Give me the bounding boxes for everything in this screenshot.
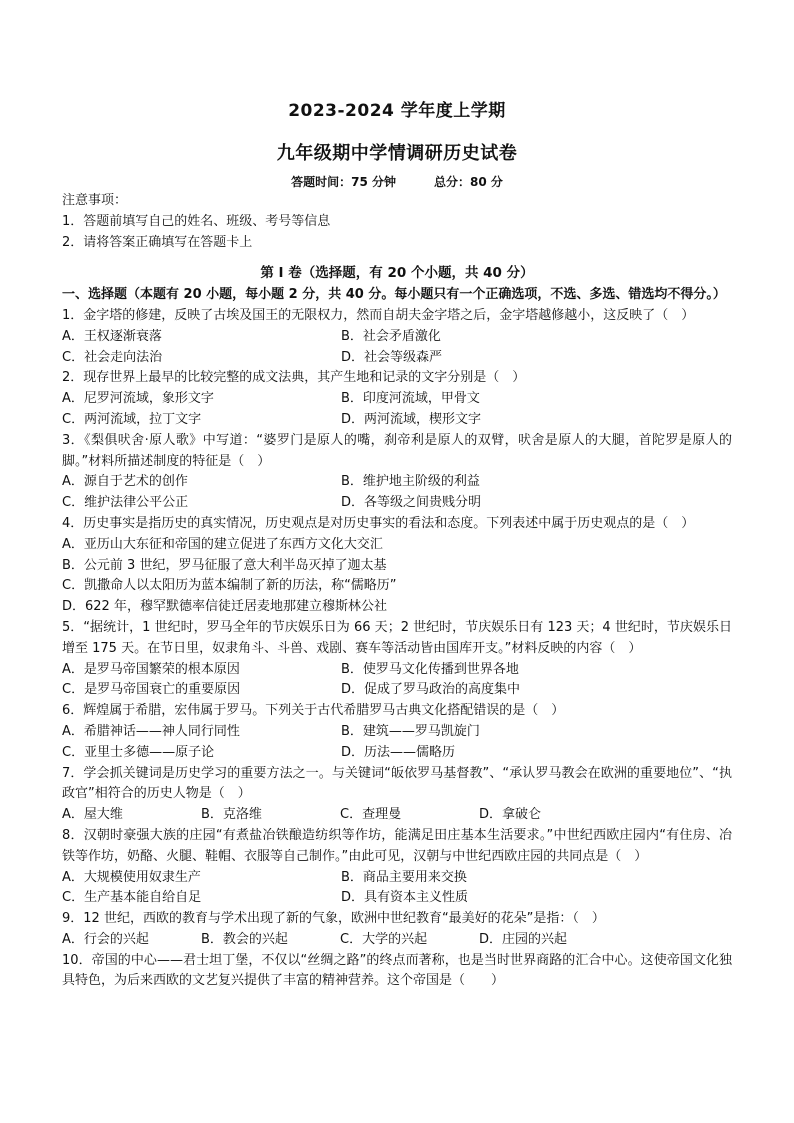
- option-b: B．印度河流域，甲骨文: [341, 391, 480, 407]
- option-d: D．历法——儒略历: [341, 744, 456, 760]
- question: [62, 701, 732, 763]
- option-a: A．亚历山大东征和帝国的建立促进了东西方文化大交汇: [62, 536, 383, 552]
- question: [62, 368, 732, 430]
- option-d: D．两河流域，楔形文字: [341, 411, 482, 427]
- question: [62, 618, 732, 701]
- exam-time: 答题时间：75 分钟: [291, 175, 396, 189]
- notice-item: 2．请将答案正确填写在答题卡上: [62, 234, 253, 250]
- option-c: C．凯撒命人以太阳历为蓝本编制了新的历法，称“儒略历”: [62, 578, 397, 594]
- option-d: D．社会等级森严: [341, 349, 443, 365]
- option-c: C．亚里士多德——原子论: [62, 744, 215, 760]
- option-b: B．公元前 3 世纪，罗马征服了意大利半岛灭掉了迦太基: [62, 557, 387, 573]
- option-b: B．克洛维: [201, 807, 262, 823]
- question-stem: 2．现存世界上最早的比较完整的成文法典，其产生地和记录的文字分别是（ ）: [62, 370, 526, 386]
- section-title: 第 I 卷（选择题，有 20 个小题，共 40 分）: [260, 265, 534, 282]
- notice-heading: 注意事项：: [62, 193, 128, 208]
- question-stem: 8．汉朝时豪强大族的庄园“有煮盐冶铁酿造纺织等作坊，能满足田庄基本生活要求。”中世纪西欧庄园内“有住房、冶铁等作坊，奶酪、火腿、鞋帽、衣服等自己制作。”由此可见，汉朝与中世纪西欧庄园的共同点是（ ）: [62, 827, 732, 864]
- question: [62, 306, 732, 368]
- option-c: C．维护法律公平公正: [62, 495, 189, 511]
- option-d: D．具有资本主义性质: [341, 890, 469, 906]
- exam-info: [0, 173, 794, 190]
- option-c: C．是罗马帝国衰亡的重要原因: [62, 682, 241, 698]
- option-b: B．教会的兴起: [201, 931, 288, 947]
- question: [62, 826, 732, 909]
- option-c: C．社会走向法治: [62, 349, 163, 365]
- exam-content: [62, 191, 732, 992]
- option-a: A．希腊神话——神人同行同性: [62, 723, 240, 739]
- option-c: C．查理曼: [340, 807, 402, 823]
- option-d: D．各等级之间贵贱分明: [341, 495, 482, 511]
- option-a: A．大规模使用奴隶生产: [62, 869, 201, 885]
- exam-score: 总分：80 分: [434, 175, 503, 189]
- question: [62, 909, 732, 951]
- option-a: A．是罗马帝国繁荣的根本原因: [62, 661, 240, 677]
- question: [62, 764, 732, 826]
- option-a: A．行会的兴起: [62, 931, 149, 947]
- option-a: A．屋大维: [62, 807, 123, 823]
- option-b: B．建筑——罗马凯旋门: [341, 723, 480, 739]
- option-b: B．社会矛盾激化: [341, 328, 441, 344]
- question-stem: 6．辉煌属于希腊，宏伟属于罗马。下列关于古代希腊罗马古典文化搭配错误的是（ ）: [62, 703, 565, 719]
- question-stem: 9．12 世纪，西欧的教育与学术出现了新的气象，欧洲中世纪教育“最美好的花朵”是指：（ ）: [62, 911, 605, 927]
- question-stem: 4．历史事实是指历史的真实情况，历史观点是对历史事实的看法和态度。下列表述中属于历史观点的是（ ）: [62, 515, 695, 531]
- option-c: C．大学的兴起: [340, 931, 428, 947]
- option-b: B．商品主要用来交换: [341, 869, 467, 885]
- question-stem: 10．帝国的中心——君士坦丁堡，不仅以“丝绸之路”的终点而著称，也是当时世界商路的汇合中心。这使帝国文化独具特色，为后来西欧的文艺复兴提供了丰富的精神营养。这个帝国是（ ）: [62, 952, 732, 989]
- question-stem: 1．金字塔的修建，反映了古埃及国王的无限权力，然而自胡夫金字塔之后，金字塔越修越小，这反映了（ ）: [62, 307, 695, 323]
- option-a: A．尼罗河流域，象形文字: [62, 391, 214, 407]
- question-stem: 7．学会抓关键词是历史学习的重要方法之一。与关键词“皈依罗马基督教”、“承认罗马教会在欧洲的重要地位”、“执政官”相符合的历史人物是（ ）: [62, 765, 732, 802]
- exam-year-title: 2023-2024 学年度上学期: [288, 101, 506, 121]
- option-c: C．生产基本能自给自足: [62, 890, 202, 906]
- option-d: D．促成了罗马政治的高度集中: [341, 682, 521, 698]
- option-b: B．维护地主阶级的利益: [341, 474, 480, 490]
- question: [62, 431, 732, 514]
- question-stem: 3．《梨俱吠舍·原人歌》中写道：“婆罗门是原人的嘴，刹帝利是原人的双臂，吠舍是原人的大腿，首陀罗是原人的脚。”材料所描述制度的特征是（ ）: [62, 432, 732, 469]
- option-b: B．使罗马文化传播到世界各地: [341, 661, 519, 677]
- option-a: A．王权逐渐衰落: [62, 328, 162, 344]
- exam-title: 九年级期中学情调研历史试卷: [276, 143, 518, 164]
- question-stem: 5．“据统计，1 世纪时，罗马全年的节庆娱乐日为 66 天；2 世纪时，节庆娱乐日有 123 天；4 世纪时，节庆娱乐日增至 175 天。在节日里，奴隶角斗、斗兽、戏剧、赛车等活动皆由国库开支。”材料反映的内容（ ）: [62, 619, 732, 656]
- option-d: D．622 年，穆罕默德率信徒迁居麦地那建立穆斯林公社: [62, 599, 387, 615]
- question: [62, 514, 732, 618]
- option-a: A．源自于艺术的创作: [62, 474, 188, 490]
- option-d: D．拿破仑: [479, 807, 542, 823]
- option-c: C．两河流域，拉丁文字: [62, 411, 202, 427]
- section-instruction: 一、选择题（本题有 20 小题，每小题 2 分，共 40 分。每小题只有一个正确选项，不选、多选、错选均不得分。）: [62, 287, 726, 303]
- notice-item: 1．答题前填写自己的姓名、班级、考号等信息: [62, 213, 331, 229]
- option-d: D．庄园的兴起: [479, 931, 568, 947]
- question: [62, 951, 732, 993]
